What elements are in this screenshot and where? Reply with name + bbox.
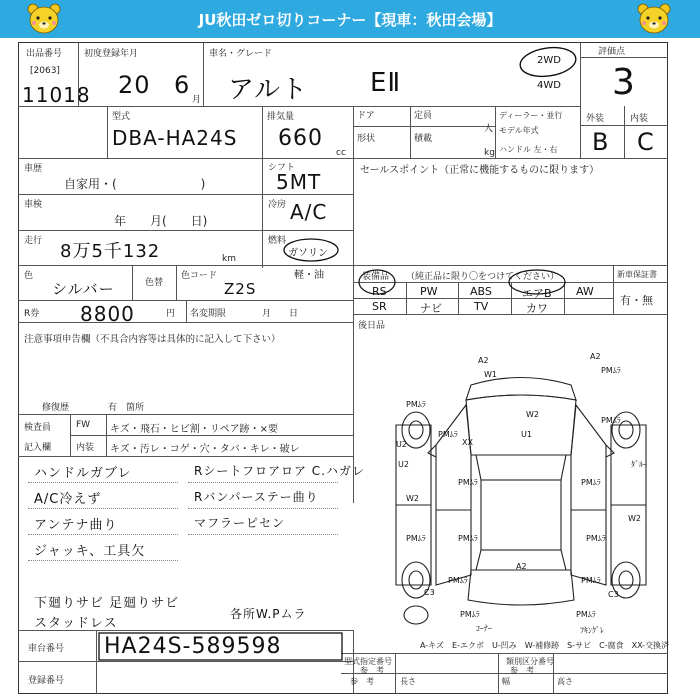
history-label: 車歴 <box>24 164 43 174</box>
dealer-label: ディーラー・並行 <box>499 111 563 120</box>
damage-mark: ｺｰﾅｰ <box>476 624 492 633</box>
reg-year-value: 20 <box>118 71 151 99</box>
chassis-no-label: 車台番号 <box>28 644 65 654</box>
reference-label-1: 参 考 <box>360 666 384 675</box>
damage-mark: PMﾑﾗ <box>586 534 606 543</box>
note-item: マフラーピセン <box>194 516 286 530</box>
shape-label: 形状 <box>357 134 376 144</box>
fuel-label: 燃料 <box>268 236 287 246</box>
color-change-label: 色替 <box>145 278 164 288</box>
inspection-text: 年 月( 日) <box>114 214 208 228</box>
inspector-label: 検査員 <box>24 423 52 433</box>
equip-sr: SR <box>372 300 387 313</box>
sales-point-label: セールスポイント（正常に機能するものに限ります） <box>360 165 600 176</box>
damage-mark: C3 <box>424 588 435 597</box>
fuel-value: ガソリン <box>288 248 328 259</box>
drive-2wd: 2WD <box>537 55 561 66</box>
equip-airbag: エアB <box>522 287 552 300</box>
shift-value: 5MT <box>276 170 322 194</box>
damage-mark: W2 <box>628 514 641 523</box>
lot-no-value: 11018 <box>22 83 91 107</box>
note-item: ハンドルガブレ <box>34 466 132 481</box>
note-item: A/C冷えず <box>34 492 102 507</box>
mileage-value: 8万5千132 <box>60 241 161 262</box>
note-item: アンテナ曲り <box>34 518 118 533</box>
category-label: 類別区分番号 <box>506 657 554 666</box>
equip-navi: ナビ <box>420 302 442 315</box>
first-registration-label: 初度登録年月 <box>84 49 139 59</box>
equip-tv: TV <box>474 300 489 313</box>
warranty-value: 有・無 <box>620 294 653 307</box>
interior-label: 内装 <box>630 114 649 124</box>
damage-mark: A2 <box>590 352 601 361</box>
reg-month-value: 6 <box>174 71 191 99</box>
note-item: 下廻りサビ 足廻りサビ <box>34 596 180 611</box>
damage-mark: PMﾑﾗ <box>581 478 601 487</box>
color-value: シルバー <box>52 280 115 298</box>
reference-label-3: 参 考 <box>350 677 374 686</box>
equip-abs: ABS <box>470 285 492 298</box>
length-label: 長さ <box>400 677 416 686</box>
damage-mark: PMﾑﾗ <box>601 366 621 375</box>
color-label: 色 <box>24 271 34 281</box>
damage-mark: W1 <box>484 370 497 379</box>
name-change-text: 月 日 <box>262 309 299 319</box>
person-unit: 人 <box>484 124 494 134</box>
model-value: DBA-HA24S <box>112 126 238 150</box>
height-label: 高さ <box>557 677 573 686</box>
color-code-value: Z2S <box>224 280 257 298</box>
exterior-label: 外装 <box>586 114 605 124</box>
ac-value: A/C <box>290 200 328 224</box>
displacement-value: 660 <box>278 126 323 151</box>
equip-rs: RS <box>372 285 387 298</box>
damage-mark: PMﾑﾗ <box>406 534 426 543</box>
note-item: Rシートフロアロア C.ハガレ <box>194 464 365 478</box>
damage-mark: U2 <box>396 440 407 449</box>
damage-mark: PMﾑﾗ <box>460 610 480 619</box>
damage-mark: PMﾑﾗ <box>458 478 478 487</box>
warranty-label: 新車保証書 <box>617 270 657 279</box>
fw-label: FW <box>76 420 91 430</box>
damage-mark: PMﾑﾗ <box>406 400 426 409</box>
mileage-label: 走行 <box>24 236 43 246</box>
after-entry-label: 後日品 <box>358 321 386 331</box>
damage-mark: PMﾑﾗ <box>438 430 458 439</box>
damage-mark: ﾀﾞﾙｰ <box>631 460 647 469</box>
rating-label: 評価点 <box>598 47 626 57</box>
note-item: スタッドレス <box>34 616 118 631</box>
repair-history-label: 修復歴 <box>42 403 70 413</box>
name-change-label: 名変期限 <box>190 309 227 319</box>
fw-check-text: キズ・飛石・ヒビ割・リペア跡・×要 <box>110 424 278 435</box>
equip-leather: カワ <box>526 302 548 315</box>
name-grade-label: 車名・グレード <box>209 49 273 59</box>
light-oil-text: 軽・油 <box>294 270 324 281</box>
damage-legend: A-キズ E-エクボ U-凹み W-補修跡 S-サビ C-腐食 XX-交換済 <box>420 641 670 650</box>
damage-mark: ﾌｷﾝｸﾞﾚ <box>580 626 604 635</box>
month-unit: 月 <box>192 95 202 105</box>
km-unit: km <box>222 254 236 264</box>
load-label: 積載 <box>414 134 433 144</box>
damage-mark: PMﾑﾗ <box>448 576 468 585</box>
damage-mark: A2 <box>516 562 527 571</box>
circle-mark-icon <box>514 44 578 80</box>
equip-aw: AW <box>576 285 594 298</box>
note-item: Rバンパーステー曲り <box>194 490 319 504</box>
history-text: 自家用・( ) <box>64 177 206 191</box>
circle-mark-icon <box>281 236 341 264</box>
interior-check-label: 内装 <box>76 443 95 453</box>
page-title: JU秋田ゼロ切りコーナー【現車：秋田会場】 <box>198 11 502 29</box>
equipment-label: 装備品 <box>362 272 390 282</box>
damage-mark: U2 <box>398 460 409 469</box>
damage-mark: PMﾑﾗ <box>576 610 596 619</box>
damage-mark: W2 <box>526 410 539 419</box>
damage-mark: PMﾑﾗ <box>601 416 621 425</box>
notes-title: 注意事項申告欄（不具合内容等は具体的に記入して下さい） <box>24 334 281 345</box>
chassis-no-value: HA24S-589598 <box>104 634 282 659</box>
rating-value: 3 <box>612 62 636 103</box>
interior-grade-value: C <box>637 128 655 156</box>
equipment-note: （純正品に限り〇をつけてください） <box>406 272 560 282</box>
lot-no-label: 出品番号 <box>26 49 63 59</box>
car-diagram <box>376 345 666 635</box>
interior-check-text: キズ・汚レ・コゲ・穴・タバ・キレ・破レ <box>110 444 300 455</box>
repair-ari: 有 <box>108 403 118 413</box>
reference-label-2: 参 考 <box>510 666 534 675</box>
entry-label: 記入欄 <box>24 443 52 453</box>
reg-no-label: 登録番号 <box>28 676 65 686</box>
lot-small-value: [2063] <box>30 66 60 76</box>
drive-4wd: 4WD <box>537 80 561 91</box>
door-label: ドア <box>357 111 375 121</box>
type-designation-label: 型式指定番号 <box>344 657 392 666</box>
grade-value: EⅡ <box>370 68 402 98</box>
width-label: 幅 <box>502 677 510 686</box>
shift-label: シフト <box>268 163 296 173</box>
note-item: 各所W.Pムラ <box>230 607 307 621</box>
damage-mark: W2 <box>406 494 419 503</box>
inspection-label: 車検 <box>24 200 43 210</box>
car-name-value: アルト <box>228 75 308 105</box>
damage-mark: A2 <box>478 356 489 365</box>
repair-location: 箇所 <box>126 403 145 413</box>
recycle-label: R券 <box>24 309 40 319</box>
damage-mark: C3 <box>608 590 619 599</box>
exterior-grade-value: B <box>592 128 610 156</box>
cc-unit: cc <box>336 148 346 158</box>
damage-mark: PMﾑﾗ <box>581 576 601 585</box>
color-code-label: 色コード <box>181 271 218 281</box>
displacement-label: 排気量 <box>267 112 295 122</box>
note-item: ジャッキ、工具欠 <box>34 544 146 559</box>
ac-label: 冷房 <box>268 200 287 210</box>
equip-pw: PW <box>420 285 438 298</box>
handle-label: ハンドル 左・右 <box>499 145 558 154</box>
bear-mascot-icon <box>636 2 672 36</box>
yen-unit: 円 <box>166 309 176 319</box>
damage-mark: U1 <box>521 430 532 439</box>
model-year-label: モデル年式 <box>499 126 539 135</box>
chassis-box <box>98 632 344 662</box>
recycle-value: 8800 <box>80 302 135 326</box>
bear-mascot-icon <box>26 2 62 36</box>
damage-mark: XX <box>462 438 473 447</box>
capacity-label: 定員 <box>414 111 433 121</box>
damage-mark: PMﾑﾗ <box>458 534 478 543</box>
model-label: 型式 <box>112 112 131 122</box>
equipment-circles <box>355 266 615 300</box>
kg-unit: kg <box>484 148 495 158</box>
